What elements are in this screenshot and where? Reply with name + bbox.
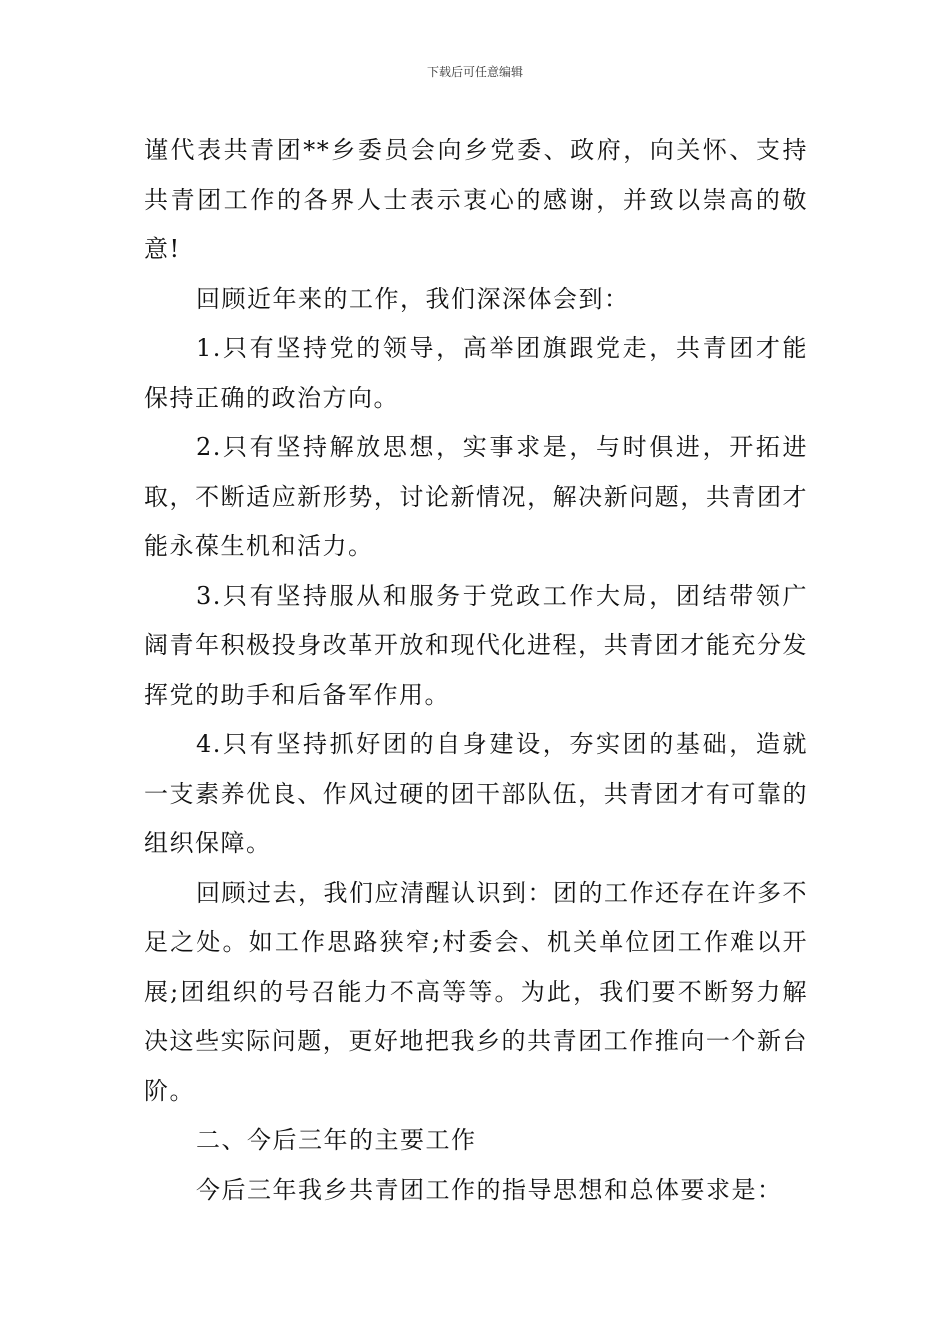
paragraph-gratitude: 谨代表共青团**乡委员会向乡党委、政府，向关怀、支持共青团工作的各界人士表示衷心的感谢，并致以崇高的敬意! <box>144 136 808 263</box>
paragraph-point-4: 4.只有坚持抓好团的自身建设，夯实团的基础，造就一支素养优良、作风过硬的团干部队伍，共青团才有可靠的组织保障。 <box>144 730 808 857</box>
paragraph-point-2: 2.只有坚持解放思想，实事求是，与时俱进，开拓进取，不断适应新形势，讨论新情况，解决新问题，共青团才能永葆生机和活力。 <box>144 433 808 560</box>
paragraph-shortcomings: 回顾过去，我们应清醒认识到：团的工作还存在许多不足之处。如工作思路狭窄;村委会、机关单位团工作难以开展;团组织的号召能力不高等等。为此，我们要不断努力解决这些实际问题，更好地把我乡的共青团工作推向一个新台阶。 <box>144 878 808 1105</box>
paragraph-review-intro: 回顾近年来的工作，我们深深体会到： <box>196 284 630 313</box>
document-body <box>144 126 808 1215</box>
paragraph-point-3: 3.只有坚持服从和服务于党政工作大局，团结带领广阔青年积极投身改革开放和现代化进程，共青团才能充分发挥党的助手和后备军作用。 <box>144 581 808 709</box>
paragraph-point-1: 1.只有坚持党的领导，高举团旗跟党走，共青团才能保持正确的政治方向。 <box>144 334 808 412</box>
page-header-note: 下载后可任意编辑 <box>426 65 523 79</box>
paragraph-guiding-thought: 今后三年我乡共青团工作的指导思想和总体要求是： <box>196 1175 783 1204</box>
section-heading-future-work: 二、今后三年的主要工作 <box>196 1126 477 1154</box>
